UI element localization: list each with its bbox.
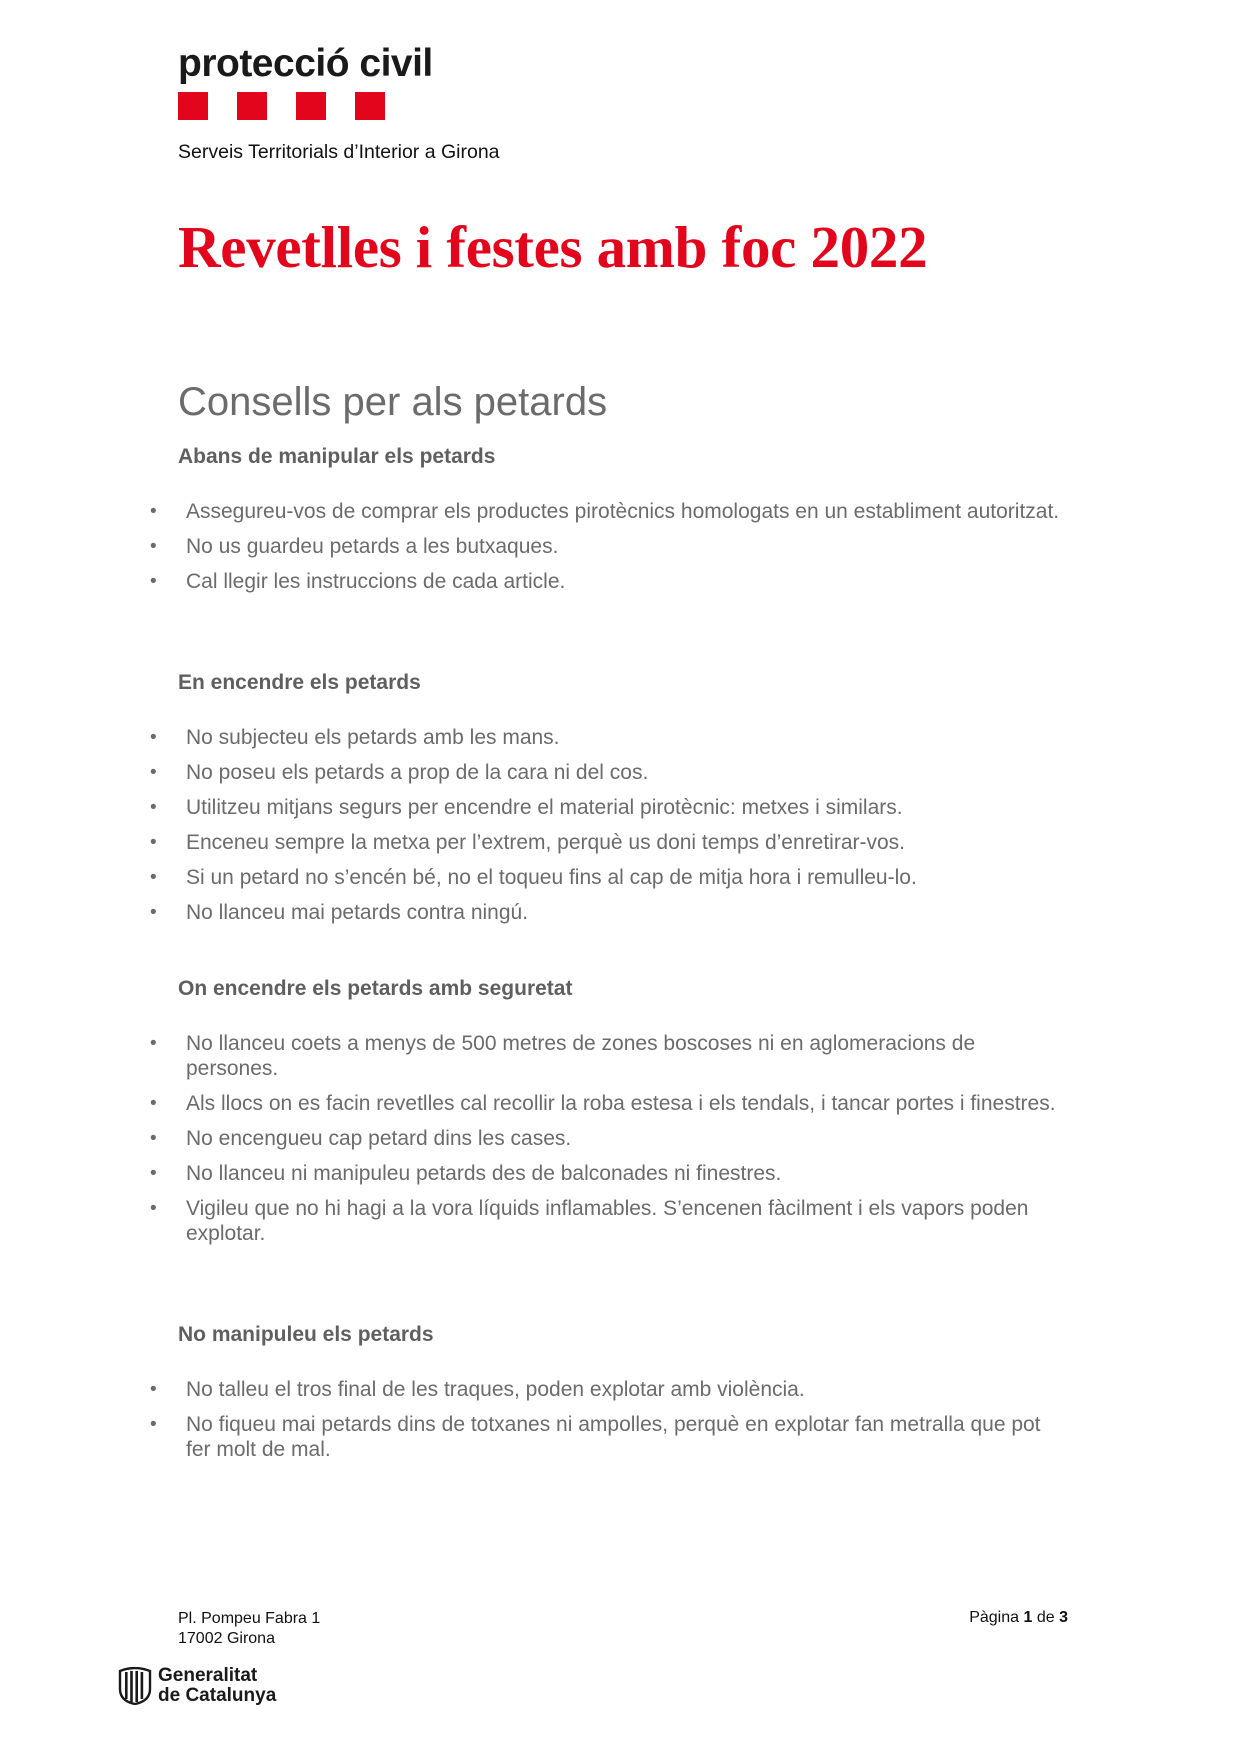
group-heading-encendre: En encendre els petards bbox=[178, 671, 421, 694]
group-list-encendre bbox=[0, 725, 1240, 935]
list-item: • No llanceu ni manipuleu petards des de balconades ni finestres. bbox=[0, 1161, 1066, 1186]
list-item: • Als llocs on es facin revetlles cal recollir la roba estesa i els tendals, i tancar portes i finestres. bbox=[0, 1091, 1066, 1116]
list-item: • No us guardeu petards a les butxaques. bbox=[0, 534, 1066, 559]
generalitat-line-1: Generalitat bbox=[158, 1665, 258, 1686]
page-of: de bbox=[1036, 1609, 1055, 1626]
group-list-seguretat bbox=[0, 1031, 1240, 1256]
list-item: • Utilitzeu mitjans segurs per encendre el material pirotècnic: metxes i similars. bbox=[0, 795, 1066, 820]
group-heading-manipuleu: No manipuleu els petards bbox=[178, 1323, 434, 1346]
group-heading-abans: Abans de manipular els petards bbox=[178, 445, 496, 468]
group-list-manipuleu bbox=[0, 1377, 1240, 1472]
generalitat-line-2: de Catalunya bbox=[158, 1685, 277, 1706]
list-item: • No encengueu cap petard dins les cases. bbox=[0, 1126, 1066, 1151]
list-item: • Si un petard no s’encén bé, no el toqueu fins al cap de mitja hora i remulleu-lo. bbox=[0, 865, 1066, 890]
list-item: • Cal llegir les instruccions de cada article. bbox=[0, 569, 1066, 594]
protection-civil-logo-text: protecció civil bbox=[178, 42, 433, 85]
list-item: • No llanceu coets a menys de 500 metres de zones boscoses ni en aglomeracions de persones. bbox=[0, 1031, 1066, 1081]
list-item: • No fiqueu mai petards dins de totxanes ni ampolles, perquè en explotar fan metralla que pot fer molt de mal. bbox=[0, 1412, 1066, 1462]
list-item: • Vigileu que no hi hagi a la vora líquids inflamables. S’encenen fàcilment i els vapors poden explotar. bbox=[0, 1196, 1066, 1246]
list-item: • No talleu el tros final de les traques, poden explotar amb violència. bbox=[0, 1377, 1066, 1402]
group-list-abans bbox=[0, 499, 1240, 604]
department-subheader: Serveis Territorials d’Interior a Girona bbox=[178, 141, 500, 163]
address-line-2: 17002 Girona bbox=[178, 1630, 275, 1647]
list-item: • No llanceu mai petards contra ningú. bbox=[0, 900, 1066, 925]
page-label: Pàgina bbox=[969, 1609, 1020, 1626]
list-item: • Assegureu-vos de comprar els productes pirotècnics homologats en un establiment autoritzat. bbox=[0, 499, 1066, 524]
page-current: 1 bbox=[1023, 1609, 1033, 1626]
page-number bbox=[969, 1609, 1068, 1627]
list-item: • No poseu els petards a prop de la cara ni del cos. bbox=[0, 760, 1066, 785]
generalitat-text bbox=[158, 1666, 276, 1706]
document-title: Revetlles i festes amb foc 2022 bbox=[178, 214, 928, 280]
address-line-1: Pl. Pompeu Fabra 1 bbox=[178, 1610, 321, 1627]
generalitat-emblem-icon bbox=[118, 1667, 152, 1705]
section-title: Consells per als petards bbox=[178, 380, 608, 424]
footer-address bbox=[178, 1609, 320, 1649]
group-heading-seguretat: On encendre els petards amb seguretat bbox=[178, 977, 573, 1000]
list-item: • No subjecteu els petards amb les mans. bbox=[0, 725, 1066, 750]
page-total: 3 bbox=[1059, 1609, 1068, 1626]
list-item: • Enceneu sempre la metxa per l’extrem, perquè us doni temps d’enretirar-vos. bbox=[0, 830, 1066, 855]
